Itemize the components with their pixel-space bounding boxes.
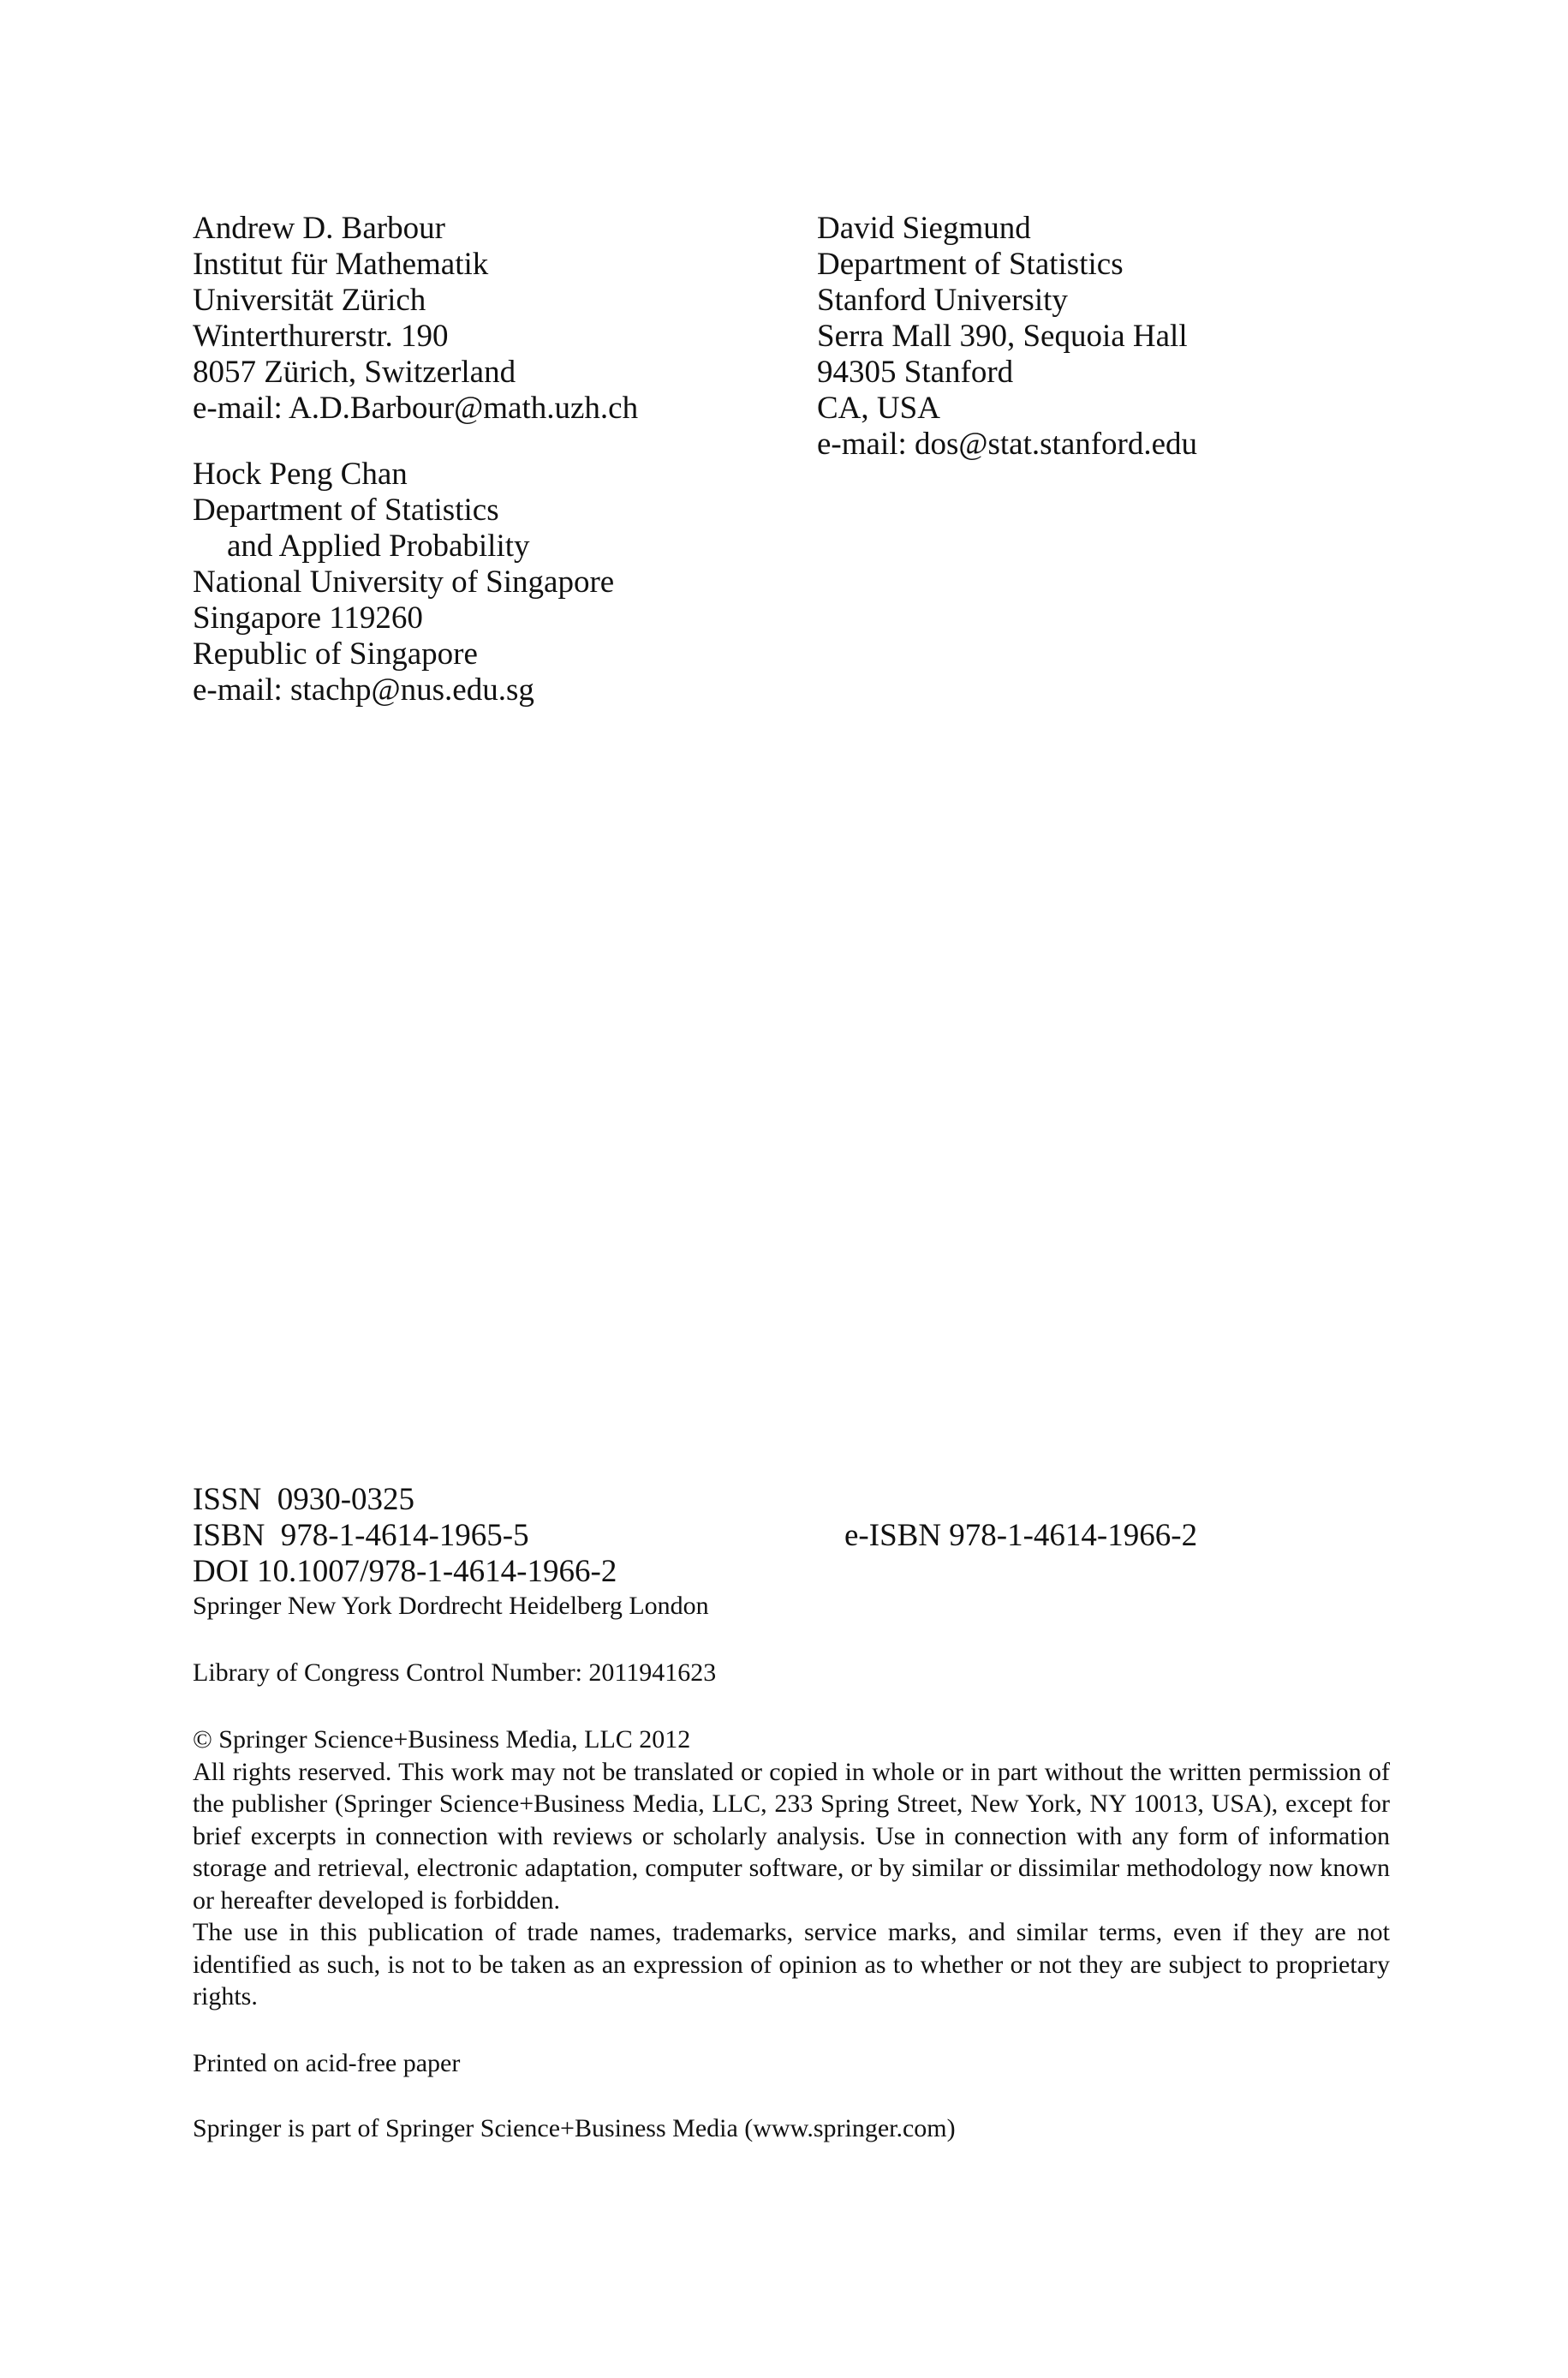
author-address-barbour <box>193 211 638 427</box>
author-email: e-mail: dos@stat.stanford.edu <box>817 427 1198 462</box>
issn: ISSN 0930-0325 <box>193 1482 415 1517</box>
author-city: 94305 Stanford <box>817 355 1014 390</box>
author-university: Stanford University <box>817 283 1068 318</box>
doi: DOI 10.1007/978-1-4614-1966-2 <box>193 1554 617 1589</box>
author-street: Winterthurerstr. 190 <box>193 319 449 354</box>
isbn: ISBN 978-1-4614-1965-5 <box>193 1518 529 1553</box>
author-city: 8057 Zürich, Switzerland <box>193 355 516 390</box>
springer-affiliation: Springer is part of Springer Science+Business Media (www.springer.com) <box>193 2114 956 2142</box>
author-department: Department of Statistics <box>817 247 1124 282</box>
author-name: Andrew D. Barbour <box>193 211 445 246</box>
author-department: Department of Statistics <box>193 493 499 528</box>
library-of-congress <box>193 1657 1390 1689</box>
author-university: Universität Zürich <box>193 283 426 318</box>
author-address-chan <box>193 457 614 708</box>
author-address-siegmund <box>817 211 1197 463</box>
author-country: Republic of Singapore <box>193 636 478 672</box>
springer-note <box>193 2112 1390 2145</box>
printing-note <box>193 2047 1390 2080</box>
author-email: e-mail: stachp@nus.edu.sg <box>193 672 534 708</box>
publisher-locations: Springer New York Dordrecht Heidelberg London <box>193 1592 709 1620</box>
author-name: David Siegmund <box>817 211 1031 246</box>
identifiers-block <box>193 1482 709 1622</box>
e-isbn: e-ISBN 978-1-4614-1966-2 <box>844 1518 1198 1553</box>
author-department-cont: and Applied Probability <box>227 529 530 564</box>
trademark-statement: The use in this publication of trade names, trademarks, service marks, and similar terms, even if they are not identified as such, is not to be taken as an expression of opinion as to whether or not they are subject to proprietary rights. <box>193 1918 1390 2011</box>
loc-control-number: Library of Congress Control Number: 2011941623 <box>193 1658 717 1687</box>
author-name: Hock Peng Chan <box>193 457 408 492</box>
acid-free-paper: Printed on acid-free paper <box>193 2049 461 2077</box>
author-university: National University of Singapore <box>193 565 615 600</box>
copyright-block <box>193 1724 1390 2013</box>
author-country: CA, USA <box>817 391 940 426</box>
author-city: Singapore 119260 <box>193 600 423 636</box>
author-email: e-mail: A.D.Barbour@math.uzh.ch <box>193 391 639 426</box>
copyright-notice: © Springer Science+Business Media, LLC 2012 <box>193 1725 691 1754</box>
rights-statement: All rights reserved. This work may not be translated or copied in whole or in part without the written permission of the publisher (Springer Science+Business Media, LLC, 233 Spring Street, New York, NY 10013, USA), except for brief excerpts in connection with reviews or scholarly analysis. Use in connection with any form of information storage and retrieval, electronic adaptation, computer software, or by similar or dissimilar methodology now known or hereafter developed is forbidden. <box>193 1757 1390 1915</box>
author-institute: Institut für Mathematik <box>193 247 489 282</box>
author-street: Serra Mall 390, Sequoia Hall <box>817 319 1188 354</box>
